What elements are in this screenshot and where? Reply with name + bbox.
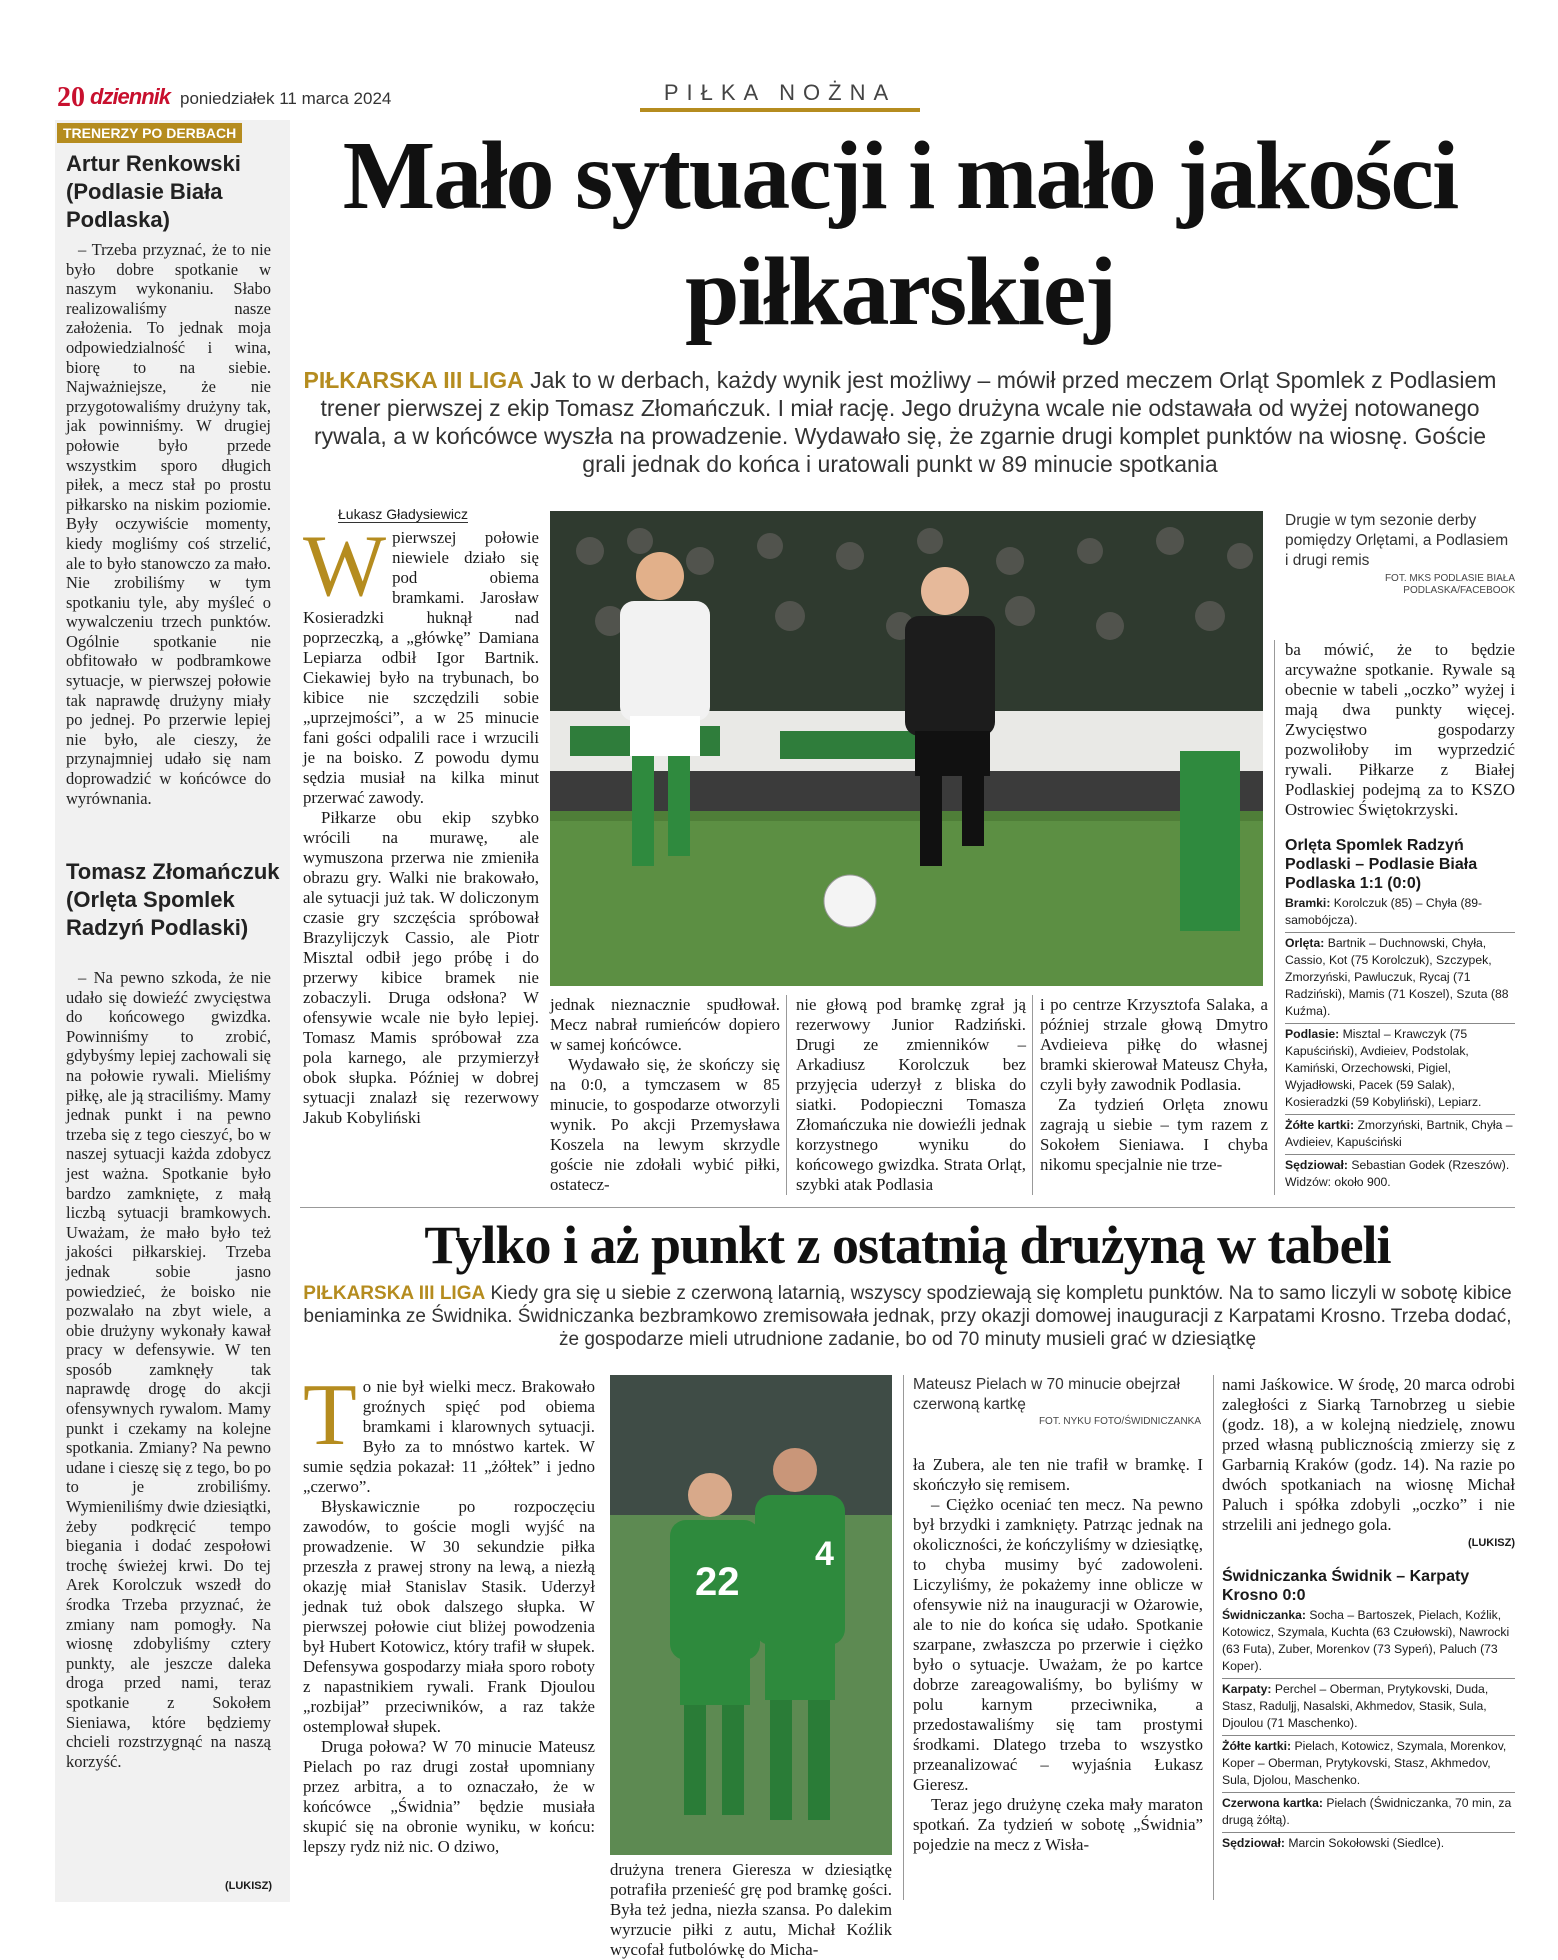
article1-col1-text: pierwszej połowie niewiele działo się pod obiema bramkami. Jarosław Kosieradzki huknął nad poprzeczką, a „główkę” Damiana Lepiarza odbił Igor Bartnik. Ciekawiej było na trybunach, bo kibice nie szczędzili sobie „uprzejmości”, a w 25 minucie fani gości odpalili race i wrzucili je na boisko. Z powodu dymu sędzia musiał na kilka minut przerwać zawody. xyxy=(303,528,539,807)
photo1-credit: FOT. MKS PODLASIE BIAŁA PODLASKA/FACEBOOK xyxy=(1384,573,1515,596)
svg-text:22: 22 xyxy=(695,1560,740,1604)
result-row xyxy=(1222,1679,1515,1736)
result-row xyxy=(1285,1024,1515,1115)
article2-signature: (LUKISZ) xyxy=(1467,1537,1515,1549)
article2-col1b: Błyskawicznie po rozpoczęciu zawodów, to goście mogli wyjść na prowadzenie. W 30 sekundzie piłka przeszła z prawej strony na lewą, a niezłą okazję miał Stanislav Stasik. Uderzył jednak tuż obok dalszego słupka. W pierwszej połowie ciut bliżej powodzenia był Hubert Kotowicz, który trafił w słupek. Defensywa gospodarzy miała sporo roboty z napastnikiem rywali. Frank Djoulou „rozbijał” przeciwników, a raz także ostemplował słupek. xyxy=(303,1497,595,1736)
result-text: Pielach (Świdniczanka, 70 min, za drugą żółtą). xyxy=(1222,1796,1512,1827)
result-text: Misztal – Krawczyk (75 Kapuściński), Avdieiev, Podstolak, Kamiński, Orzechowski, Pigiel, Wyjadłowski, Pacek (59 Salak), Kosieradzki (59 Kobyliński), Lepiarz. xyxy=(1285,1027,1482,1109)
kicker-1: PIŁKARSKA III LIGA xyxy=(303,367,524,393)
result-text: Sebastian Godek (Rzeszów). Widzów: około 900. xyxy=(1285,1158,1510,1189)
result-label: Żółte kartki: xyxy=(1222,1739,1292,1753)
dropcap-2: T xyxy=(303,1367,357,1464)
result-row xyxy=(1285,893,1515,933)
coach1-name: Artur Renkowski (Podlasie Biała Podlaska) xyxy=(66,151,241,232)
result-row xyxy=(1285,1115,1515,1155)
coach1-quote: – Trzeba przyznać, że to nie było dobre spotkanie w naszym wykonaniu. Słabo realizowaliśmy nasze założenia. To jednak moja odpowiedzialność i wina, biorę to na siebie. Najważniejsze, że nie przygotowaliśmy drużyny tak, jak powinniśmy. W drugiej połowie było przede wszystkim sporo długich piłek, a mecz stał po prostu piłkarsko na niskim poziomie. Były oczywiście momenty, kiedy mogliśmy coś strzelić, ale to było stanowczo za mało. Nie zrobiliśmy w tym spotkaniu tyle, aby myśleć o wywalczeniu trzech punktów. Ogólnie spotkanie nie obfitowało w podbramkowe sytuacje, w pierwszej połowie tak naprawdę drużyny miały po jednej. Po przerwie lepiej nie było, ale cieszy, że przynajmniej udało się nam doprowadzić w końcówce do wyrównania. xyxy=(66,240,271,808)
article2-col1-text: o nie był wielki mecz. Brakowało groźnych spięć pod obiema bramkami i klarownych sytuacji. Było za to mnóstwo kartek. W sumie sędzia pokazał: 11 „żółtek” i jedno „czerwo”. xyxy=(303,1377,595,1496)
article-divider xyxy=(300,1207,1515,1208)
article1-col5: ba mówić, że to będzie arcyważne spotkanie. Rywale są obecnie w tabeli „oczko” wyżej i mają dwa punkty więcej. Zwycięstwo gospodarzy pozwoliłoby im wyprzedzić rywali. Piłkarze z Białej Podlaskiej podejmą za to KSZO Ostrowiec Świętokrzyski. xyxy=(1285,640,1515,819)
lead-2-text: Kiedy gra się u siebie z czerwoną latarnią, wszyscy spodziewają się kompletu punktów. Na to samo liczyli w sobotę kibice beniaminka ze Świdnika. Świdniczanka bezbramkowo zremisowała jednak, przy okazji domowej inauguracji z Karpatami Krosno. Trzeba dodać, że gospodarze mieli utrudnione zadanie, bo od 70 minuty musieli grać w dziesiątkę xyxy=(303,1283,1512,1350)
result-label: Sędziował: xyxy=(1222,1836,1285,1850)
article2-col3-text: ła Zubera, ale ten nie trafił w bramkę. I skończyło się remisem. xyxy=(913,1455,1203,1494)
section-title: PIŁKA NOŻNA xyxy=(663,80,897,105)
article2-col3 xyxy=(913,1455,1203,1855)
result-text: Bartnik – Duchnowski, Chyła, Cassio, Kot (75 Korolczuk), Szczypek, Zmorzyński, Pawluczuk, Rycaj (71 Radziński), Mamis (71 Koszel), Szuta (88 Kuźma). xyxy=(1285,936,1509,1018)
article2-col1 xyxy=(303,1367,595,1857)
column-rule xyxy=(1213,1375,1214,1900)
article2-col2: drużyna trenera Gieresza w dziesiątkę potrafiła przenieść grę pod bramkę gości. Była też jedna, niezła szansa. Po dalekim wyrzucie piłki z autu, Michał Koźlik wycofał futbolówkę do Micha- xyxy=(610,1860,892,1959)
lead-2 xyxy=(300,1282,1515,1351)
issue-date: poniedziałek 11 marca 2024 xyxy=(180,89,392,108)
article1-col4 xyxy=(1040,995,1268,1175)
coach2-quote: – Na pewno szkoda, że nie udało się dowieźć zwycięstwa do końcowego gwizdka. Powinniśmy to zrobić, gdybyśmy lepiej zachowali się na połowie rywali. Mieliśmy piłkę, ale ją straciliśmy. Mamy jednak punkt i na pewno trzeba się z tego cieszyć, bo w naszej sytuacji każda zdobycz jest ważna. Spotkanie było bardzo zamknięte, z małą liczbą sytuacji bramkowych. Uważam, że mało było też jakości piłkarskiej. Trzeba jednak sobie jasno powiedzieć, że boisko nie pozwalało na zbyt wiele, a obie drużyny wykonały kawał pracy w defensywie. W ten sposób zamknęły tak naprawdę drogę do akcji ofensywnych rywalom. Mamy punkt i czekamy na kolejne spotkania. Zmiany? Na pewno udane i cieszę się z tego, bo po to je zrobiliśmy. Wymieniliśmy dwie dziesiątki, żeby podkręcić tempo biegania i dodać zespołowi trochę świeżej krwi. Do tej Arek Korolczuk wszedł do środka Trzeba przyznać, że zmiany nam pomogły. Na wiosnę zdobyliśmy cztery punkty, ale jeszcze daleka droga przed nami, teraz spotkanie z Sokołem Sieniawa, które będziemy chcieli rozstrzygnąć na naszą korzyść. xyxy=(66,968,271,1771)
column-rule xyxy=(1032,995,1033,1195)
article1-col1b: Piłkarze obu ekip szybko wrócili na murawę, ale wymuszona przerwa nie zmieniła obrazu gry. Walki nie brakowało, ale sytuacji już tak. W doliczonym czasie gry szczęścia spróbował Brazylijczyk Cassio, ale Piotr Misztal odbił jego próbę i do przerwy kibice bramek nie zobaczyli. Druga odsłona? W ofensywie wcale nie było lepiej. Tomasz Mamis spróbował zza pola karnego, ale przymierzył obok słupka. Później w dobrej sytuacji znalazł się rezerwowy Jakub Kobyliński xyxy=(303,808,539,1127)
brand-logo: dziennik xyxy=(90,84,171,109)
article2-col1c: Druga połowa? W 70 minucie Mateusz Pielach po raz drugi został upomniany przez arbitra, a to oznaczało, że w końcówce „Świdnia” będzie musiała skupić się na obronie wyniku, w końcu: lepszy rydz niż nic. O dziwo, xyxy=(303,1737,595,1856)
lead-1-text: Jak to w derbach, każdy wynik jest możliwy – mówił przed meczem Orląt Spomlek z Podlasiem trener pierwszej z ekip Tomasz Złomańczuk. I miał rację. Jego drużyna wcale nie odstawała od wyżej notowanego rywala, a w końcówce wyszła na prowadzenie. Wydawało się, że zgarnie drugi komplet punktów na wiosnę. Goście grali jednak do końca i uratowali punkt w 89 minucie spotkania xyxy=(313,367,1497,477)
article1-col4-text: i po centrze Krzysztofa Salaka, a później strzale głową Dmytro Avdieieva piłkę do własnej bramki skierował Mateusz Chyła, czyli były zawodnik Podlasia. xyxy=(1040,995,1268,1094)
column-rule xyxy=(1274,640,1275,1195)
result-label: Podlasie: xyxy=(1285,1027,1340,1041)
svg-text:4: 4 xyxy=(815,1535,834,1573)
result-label: Sędziował: xyxy=(1285,1158,1348,1172)
article1-col4b: Za tydzień Orlęta znowu zagrają u siebie – tym razem z Sokołem Sieniawa. I chyba nikomu specjalnie nie trze- xyxy=(1040,1095,1268,1174)
result-text: Zmorzyński, Bartnik, Chyła – Avdieiev, Kapuściński xyxy=(1285,1118,1513,1149)
column-rule xyxy=(786,995,787,1195)
article1-col2 xyxy=(550,995,780,1195)
result-text: Perchel – Oberman, Prytykovski, Duda, Stasz, Raduljj, Nasalski, Akhmedov, Stasik, Sula, Djoulou (71 Maschenko). xyxy=(1222,1682,1489,1730)
section-rule xyxy=(640,108,920,112)
sidebar-tag: TRENERZY PO DERBACH xyxy=(57,123,242,143)
result-row xyxy=(1222,1793,1515,1833)
result-label: Orlęta: xyxy=(1285,936,1325,950)
result-title-2: Świdniczanka Świdnik – Karpaty Krosno 0:0 xyxy=(1222,1568,1470,1604)
result-row xyxy=(1222,1736,1515,1793)
page-number: 20 xyxy=(57,82,85,113)
result-row xyxy=(1222,1833,1515,1855)
result-text: Pielach, Kotowicz, Szymala, Morenkov, Koper – Oberman, Prytykovski, Stasz, Akhmedov, Sula, Djolou, Maschenko. xyxy=(1222,1739,1507,1787)
result-label: Karpaty: xyxy=(1222,1682,1272,1696)
result-text: Korolczuk (85) – Chyła (89-samobójcza). xyxy=(1285,896,1483,927)
column-rule xyxy=(903,1375,904,1900)
result-row xyxy=(1222,1605,1515,1679)
photo2-caption: Mateusz Pielach w 70 minucie obejrzał czerwoną kartkę xyxy=(913,1376,1181,1413)
article2-col3b: – Ciężko oceniać ten mecz. Na pewno był brzydki i zamknięty. Patrząc jednak na okoliczności, że kończyliśmy w dziesiątkę, to chyba musimy być zadowoleni. Liczyliśmy, że pokażemy inne oblicze w ofensywie niż na inauguracji w Ożarowie, ale to nie do końca się udało. Spotkanie szarpane, zwłaszcza po przerwie i ciężko było o sytuacje. Uważam, że po kartce dobrze zareagowaliśmy, bo byliśmy w polu karnym przeciwnika, a przedostawaliśmy się tam prostymi środkami. Dlatego trzeba to wszystko przeanalizować – wyjaśnia Łukasz Gieresz. xyxy=(913,1495,1203,1794)
result-row xyxy=(1285,933,1515,1024)
photo2-credit: FOT. NYKU FOTO/ŚWIDNICZANKA xyxy=(1038,1416,1201,1427)
article1-col1 xyxy=(303,518,539,1128)
result-label: Czerwona kartka: xyxy=(1222,1796,1323,1810)
result-text: Socha – Bartoszek, Pielach, Koźlik, Kotowicz, Szymala, Kuchta (63 Czułowski), Nawrocki (63 Futa), Zuber, Morenkov (73 Sypeń), Paluch (73 Koper). xyxy=(1222,1608,1510,1673)
headline-1: Mało sytuacji i mało jakości piłkarskiej xyxy=(342,122,1458,346)
coach2-name: Tomasz Złomańczuk (Orlęta Spomlek Radzyń Podlaski) xyxy=(66,859,280,940)
match-photo-1 xyxy=(550,511,1263,986)
match-photo-2 xyxy=(610,1375,892,1855)
result-label: Bramki: xyxy=(1285,896,1331,910)
dropcap-1: W xyxy=(303,518,387,615)
result-title-1: Orlęta Spomlek Radzyń Podlaski – Podlasie Biała Podlaska 1:1 (0:0) xyxy=(1285,837,1478,892)
result-box-1 xyxy=(1285,836,1515,1194)
photo1-caption: Drugie w tym sezonie derby pomiędzy Orlętami, a Podlasiem i drugi remis xyxy=(1285,512,1509,569)
result-label: Żółte kartki: xyxy=(1285,1118,1355,1132)
article2-col3c: Teraz jego drużynę czeka mały maraton spotkań. Za tydzień w sobotę „Świdnia” pojedzie na mecz z Wisła- xyxy=(913,1795,1203,1854)
result-box-2 xyxy=(1222,1567,1515,1855)
result-row xyxy=(1285,1155,1515,1194)
article2-col4: nami Jaśkowice. W środę, 20 marca odrobi zaległości z Siarką Tarnobrzeg u siebie (godz. 18), a w kolejną niedzielę, znowu przed własną publicznością zmierzy się z Garbarnią Kraków (godz. 14). Na razie po dwóch spotkaniach na wiosnę Michał Paluch i spółka zdobyli „oczko” i nie strzelili ani jednego gola. xyxy=(1222,1375,1515,1534)
headline-2: Tylko i aż punkt z ostatnią drużyną w tabeli xyxy=(424,1215,1391,1275)
article1-col3: nie głową pod bramkę zgrał ją rezerwowy Junior Radziński. Drugi ze zmienników – Arkadiusz Korolczuk bez przyjęcia uderzył z bliska do siatki. Podopieczni Tomasza Złomańczuka nie dowieźli jednak korzystnego wyniku do końcowego gwizdka. Strata Orląt, szybki atak Podlasia xyxy=(796,995,1026,1194)
article1-col2-text: jednak nieznacznie spudłował. Mecz nabrał rumieńców dopiero w samej końcówce. xyxy=(550,995,780,1054)
article1-col2b: Wydawało się, że skończy się na 0:0, a tymczasem w 85 minucie, to gospodarze otworzyli wynik. Po akcji Przemysława Koszela na lewym skrzydle goście nie zdołali wybić piłki, ostatecz- xyxy=(550,1055,780,1194)
sidebar-signature: (LUKISZ) xyxy=(224,1880,272,1892)
result-text: Marcin Sokołowski (Siedlce). xyxy=(1288,1836,1445,1850)
lead-1 xyxy=(300,366,1500,478)
kicker-2: PIŁKARSKA III LIGA xyxy=(303,1283,486,1304)
author-byline: Łukasz Gładysiewicz xyxy=(338,506,468,522)
result-label: Świdniczanka: xyxy=(1222,1608,1306,1622)
